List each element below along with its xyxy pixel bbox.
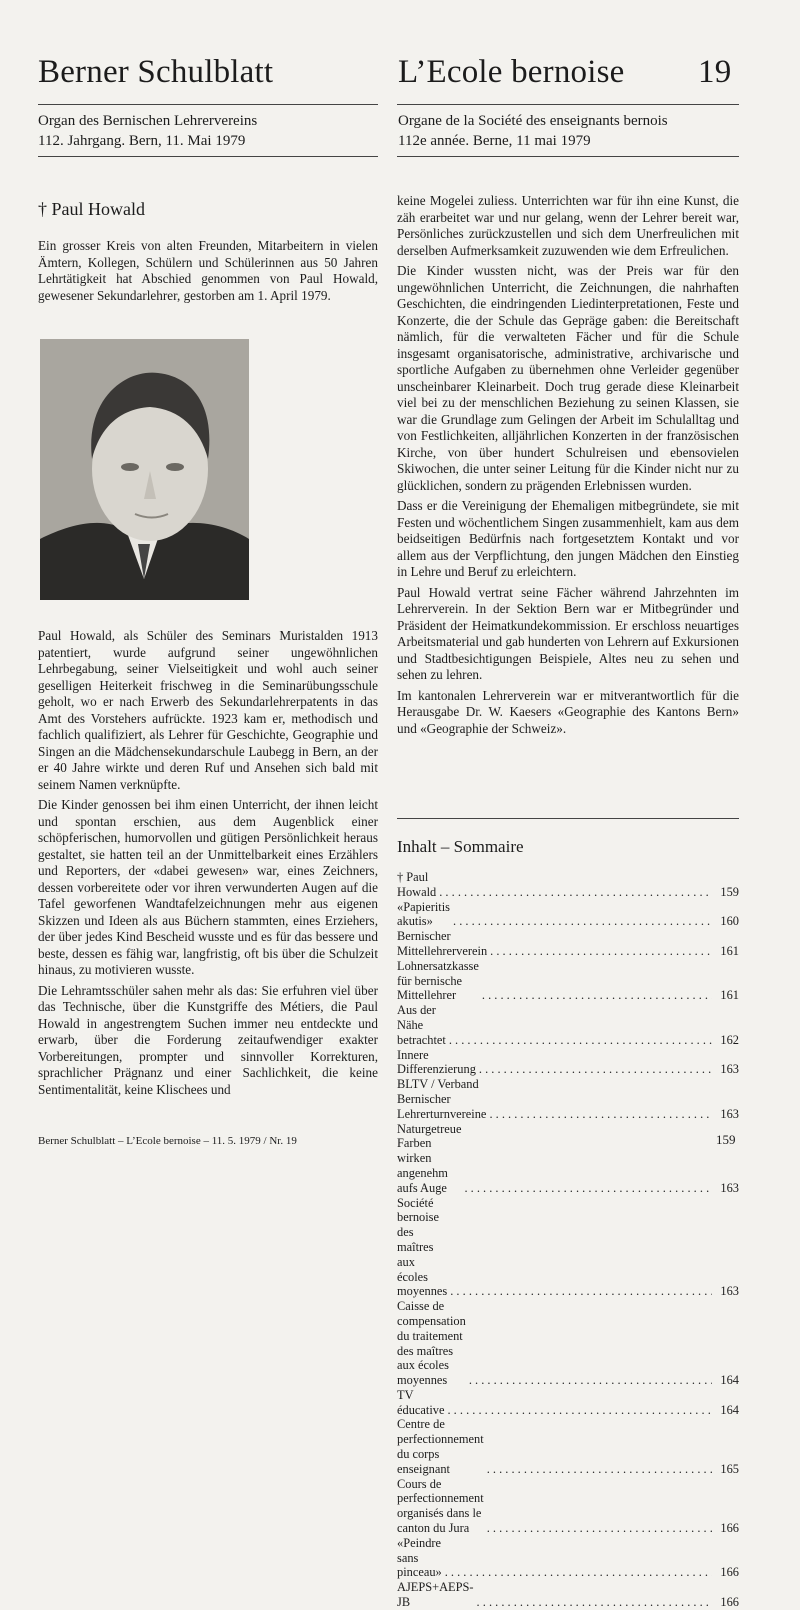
toc-entry-page: 159: [720, 884, 739, 899]
toc-entry[interactable]: [397, 1299, 739, 1388]
toc-entry-page: 163: [720, 1180, 739, 1195]
article-intro: [38, 238, 378, 308]
toc-entry-title: † Paul Howald: [397, 870, 437, 899]
toc-rule: [397, 818, 739, 819]
toc-entry-title: Cours de perfectionnement organisés dans le canton du Jura: [397, 1476, 484, 1536]
toc-entry-page: 166: [720, 1565, 739, 1580]
toc-entry-title: Bernischer Mittellehrerverein: [397, 929, 488, 958]
toc-entry[interactable]: [397, 1388, 739, 1418]
portrait-illustration: [40, 339, 249, 600]
toc-entry-page: 166: [720, 1595, 739, 1610]
article-right-column: [397, 193, 739, 741]
masthead-rule-left: [38, 104, 378, 105]
masthead-left-title: Berner Schulblatt: [38, 54, 274, 90]
organ-line-de: Organ des Bernischen Lehrervereins: [38, 113, 258, 129]
toc-entry-page: 162: [720, 1032, 739, 1047]
toc-entry[interactable]: [397, 1417, 739, 1476]
toc-entry-title: Innere Differenzierung: [397, 1047, 476, 1077]
intro-paragraph: Ein grosser Kreis von alten Freunden, Mitarbeitern in vielen Ämtern, Kollegen, Schülern und Schülerinnen aus 50 Jahren Lehrtätigkeit hat Abschied genommen von Paul Howald, gewesener Sekundarlehrer, gestorben am 1. April 1979.: [38, 238, 378, 303]
toc-entry-page: 165: [720, 1461, 739, 1476]
toc-entry-title: «Peindre sans pinceau»: [397, 1535, 442, 1580]
footer-citation: Berner Schulblatt – L’Ecole bernoise – 11. 5. 1979 / Nr. 19: [38, 1135, 297, 1147]
paragraph: Die Kinder wussten nicht, was der Preis war für den ungewöhnlichen Unterricht, die Zeichnungen, die nahrhaften Geschichten, die eindringenden Liedinterpretationen, Feste und Konzerte, die der Schule das Gepräge gaben: die Bereitschaft nämlich, für die verwalteten Fächer und für die Schule insgesamt organisatorische, administrative, archivarische und sportliche Aufgaben zu übernehmen ohne Verleider gegenüber unscheinbarer Kleinarbeit. Doch trug gerade diese Kleinarbeit viel bei zu der menschlichen Beziehung zu seinen Klassen, sie war die Grundlage zum Gelingen der Arbeit im Schulalltag und von Festlichkeiten, alljährlichen Konzerten in der französischen Kirche, von über hundert Schulreisen und ebensovielen Skiwochen, die unter seiner Leitung für die Kinder nicht nur zu glücklichen, sondern zu prägenden Erlebnissen wurden.: [397, 263, 739, 493]
organ-line-fr: Organe de la Société des enseignants bernois: [398, 113, 668, 129]
toc-entry[interactable]: [397, 870, 739, 900]
volume-line-fr: 112e année. Berne, 11 mai 1979: [398, 133, 591, 149]
subheader-rule-left: [38, 156, 378, 157]
paragraph: Im kantonalen Lehrerverein war er mitverantwortlich für die Herausgabe Dr. W. Kaesers «Geographie des Kantons Bern» und «Geographie der Schweiz».: [397, 687, 739, 736]
masthead-right-title: L’Ecole bernoise: [398, 54, 625, 90]
toc-entry[interactable]: [397, 1580, 739, 1610]
toc-entry-page: 163: [720, 1106, 739, 1121]
toc-entry-title: Aus der Nähe betrachtet: [397, 1003, 446, 1047]
volume-line-de: 112. Jahrgang. Bern, 11. Mai 1979: [38, 133, 246, 149]
paragraph: Dass er die Vereinigung der Ehemaligen mitbegründete, sie mit Festen und wöchentlichem Singen zusammenhielt, kam aus dem beidseitigen Bedürfnis nach fortgesetztem Kontakt und vor allem aus der Verpflichtung, den jungen Mädchen den Einstieg in Lehre und Beruf zu erleichtern.: [397, 498, 739, 579]
toc-entry-page: 166: [720, 1521, 739, 1536]
toc-entry-page: 163: [720, 1062, 739, 1077]
toc-entry[interactable]: [397, 1196, 739, 1300]
paragraph: Paul Howald vertrat seine Fächer während Jahrzehnten im Lehrerverein. In der Sektion Bern war er Mitbegründer und Präsident der Heimatkundekommission. Er erschloss neuartiges Arbeitsmaterial und gab hunderten von Lehrern auf Exkursionen und Stadtbesichtigungen Beispiele, Altes neu zu sehen und sehen zu lehren.: [397, 584, 739, 682]
toc-entry-title: Centre de perfectionnement du corps enseignant: [397, 1417, 484, 1476]
article-title: † Paul Howald: [38, 199, 145, 219]
toc-entry-page: 164: [720, 1373, 739, 1388]
toc-entry-title: Lohnersatzkasse für bernische Mittellehrer: [397, 958, 479, 1003]
footer-page-number: 159: [716, 1132, 736, 1147]
toc-entry[interactable]: [397, 1003, 739, 1047]
toc-entry-page: 164: [720, 1402, 739, 1417]
paragraph: Die Lehramtsschüler sahen mehr als das: Sie erfuhren viel über das Technische, über die Kunstgriffe des Métiers, die Paul Howald in angestrengtem Suchen immer neu entdeckte und erwarb, über die Forderung zeitaufwendiger exakter Vorbereitungen, prompter und sinnvoller Korrekturen, sprachlicher Prägnanz und einer Sachlichkeit, die keine Sentimentalität, keine Klischees und: [38, 982, 378, 1097]
toc-entry[interactable]: [397, 929, 739, 959]
masthead-rule-right: [397, 104, 739, 105]
toc-entry[interactable]: [397, 1477, 739, 1536]
subheader-rule-right: [397, 156, 739, 157]
toc-entry-title: Naturgetreue Farben wirken angenehm aufs Auge: [397, 1121, 462, 1195]
toc-entry-title: AJEPS+AEPS-JB: [397, 1580, 474, 1610]
toc-entry[interactable]: [397, 900, 739, 930]
toc-entry-page: 160: [720, 914, 739, 929]
toc-entry[interactable]: [397, 1536, 739, 1580]
paragraph: Paul Howald, als Schüler des Seminars Muristalden 1913 patentiert, wurde aufgrund seiner ungewöhnlichen Lehrbegabung, seiner Vielseitigkeit und wohl auch seiner geselligen Heiterkeit frischweg in die Seminarübungsschule geholt, wo er nach Erwerb des Sekundarlehrerpatents in das Amt des Vorstehers aufrückte. 1923 kam er, methodisch und fachlich qualifiziert, als Lehrer für Geschichte, Geographie und Singen an die Mädchensekundarschule Laubegg in Bern, an der er 40 Jahre wirkte und deren Ruf und Ansehen sich bald mit seinem Namen verknüpfte.: [38, 628, 378, 792]
toc-entry-title: BLTV / Verband Bernischer Lehrerturnvereine: [397, 1077, 487, 1121]
toc-title: Inhalt – Sommaire: [397, 837, 524, 856]
toc-entry-page: 161: [720, 988, 739, 1003]
issue-number: 19: [698, 54, 732, 90]
article-left-column: [38, 628, 378, 1102]
toc-entry-page: 161: [720, 943, 739, 958]
toc-entry-title: TV éducative: [397, 1387, 445, 1417]
paragraph: Die Kinder genossen bei ihm einen Unterricht, der ihnen leicht und spontan erschien, aus dem Augenblick einer schöpferischen, humorvollen und gütigen Persönlichkeit heraus gestaltet, sie hatten teil an der Unmittelbarkeit eines Erzählers und Reporters, der «dabei gewesen» war, eines Zeichners, dessen vorbereitete oder vor ihren verwunderten Augen auf die Tafel geworfenen Wandtafelzeichnungen mehr aus eigenen Skizzen und Ideen als aus Büchern stammten, eines Erziehers, der über jedes Kind Bescheid wusste und es für das bessere und beste, dessen es fähig war, langfristig, oft bis über die Schulzeit hinaus, zu motivieren wusste.: [38, 797, 378, 977]
toc-entry[interactable]: [397, 959, 739, 1003]
toc-entry[interactable]: [397, 1048, 739, 1078]
paragraph: keine Mogelei zuliess. Unterrichten war für ihn eine Kunst, die zäh erarbeitet war und nur gelang, wenn der Lehrer bereit war, Persönliches zurückzustellen und sich dem Unerfreulichen mit derselben Aufmerksamkeit zuzuwenden wie dem Erfreulichen.: [397, 193, 739, 258]
toc-entry-title: «Papieritis akutis»: [397, 899, 450, 929]
toc-entry[interactable]: [397, 1122, 739, 1196]
toc-entry-title: Société bernoise des maîtres aux écoles moyennes: [397, 1195, 448, 1299]
toc-entry[interactable]: [397, 1077, 739, 1121]
portrait-photo: [40, 339, 249, 600]
toc-entry-page: 163: [720, 1284, 739, 1299]
table-of-contents: [397, 870, 739, 1610]
toc-entry-title: Caisse de compensation du traitement des maîtres aux écoles moyennes: [397, 1299, 466, 1388]
